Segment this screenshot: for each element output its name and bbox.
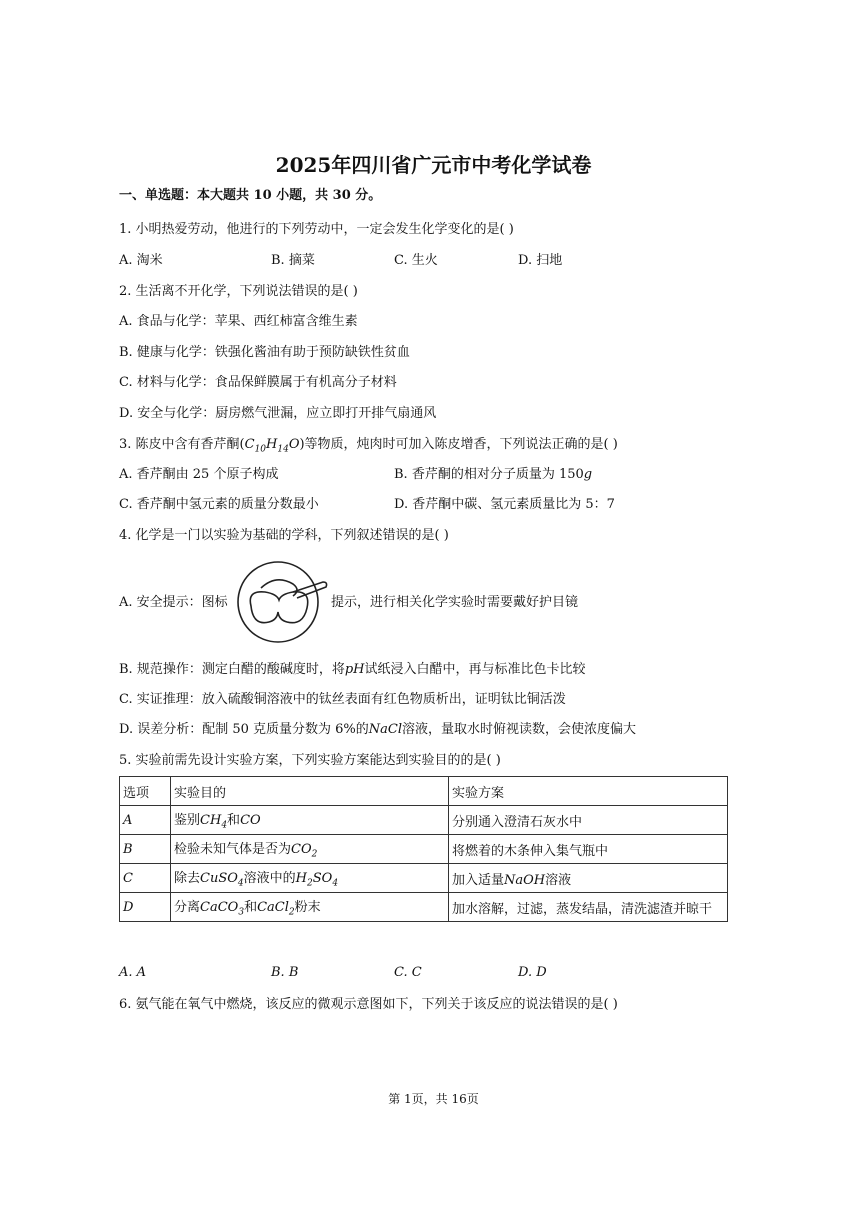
row-plan: 将燃着的木条伸入集气瓶中 bbox=[449, 835, 728, 864]
row-goal: 分离CaCO$_3$和CaCl$_2$粉末 bbox=[171, 893, 449, 922]
question-3-stem bbox=[119, 437, 618, 458]
question-4-option-a-pre: A. 安全提示：图标 bbox=[119, 595, 228, 610]
row-plan: 加水溶解，过滤，蒸发结晶，清洗滤渣并晾干 bbox=[449, 893, 728, 922]
row-goal: 鉴别$CH_4$和CO bbox=[171, 806, 449, 835]
header-option: 选项 bbox=[120, 777, 171, 806]
question-5-option-d: D. D bbox=[518, 965, 547, 980]
row-plan: 加入适量NaOH溶液 bbox=[449, 864, 728, 893]
question-5-option-b: B. B bbox=[271, 965, 299, 980]
question-2-option-b: B. 健康与化学：铁强化酱油有助于预防缺铁性贫血 bbox=[119, 345, 410, 360]
question-2-stem: 2. 生活离不开化学，下列说法错误的是( ) bbox=[119, 284, 358, 299]
question-3-option-a: A. 香芹酮由 25 个原子构成 bbox=[119, 467, 279, 482]
question-3-option-b: B. 香芹酮的相对分子质量为 150g bbox=[394, 467, 593, 482]
question-3-stem-pre: 3. 陈皮中含有香芹酮( bbox=[119, 437, 245, 452]
question-3-stem-post: )等物质，炖肉时可加入陈皮增香，下列说法正确的是( ) bbox=[299, 437, 618, 452]
page-footer: 第 1页，共 16页 bbox=[388, 1092, 479, 1106]
question-2-option-d: D. 安全与化学：厨房燃气泄漏，应立即打开排气扇通风 bbox=[119, 406, 437, 421]
section-heading: 一、单选题：本大题共 10 小题，共 30 分。 bbox=[119, 188, 382, 203]
question-5-option-a: A. A bbox=[119, 965, 147, 980]
question-2-option-a: A. 食品与化学：苹果、西红柿富含维生素 bbox=[119, 314, 358, 329]
row-plan: 分别通入澄清石灰水中 bbox=[449, 806, 728, 835]
page-title: 2025年四川省广元市中考化学试卷 bbox=[275, 153, 592, 177]
table-row bbox=[120, 864, 728, 893]
header-plan: 实验方案 bbox=[449, 777, 728, 806]
question-4-option-c: C. 实证推理：放入硫酸铜溶液中的钛丝表面有红色物质析出，证明钛比铜活泼 bbox=[119, 692, 566, 707]
table-header-row bbox=[120, 777, 728, 806]
question-5-stem: 5. 实验前需先设计实验方案，下列实验方案能达到实验目的的是( ) bbox=[119, 753, 501, 768]
row-goal: 除去CuSO$_4$溶液中的$H_2SO_4$ bbox=[171, 864, 449, 893]
row-option: B bbox=[120, 835, 171, 864]
question-1-option-a: A. 淘米 bbox=[119, 253, 163, 268]
row-option: A bbox=[120, 806, 171, 835]
question-4-stem: 4. 化学是一门以实验为基础的学科，下列叙述错误的是( ) bbox=[119, 528, 449, 543]
question-1-option-d: D. 扫地 bbox=[518, 253, 563, 268]
question-1-option-c: C. 生火 bbox=[394, 253, 438, 268]
formula-c10h14o: $C_{10}H_{14}O$ bbox=[244, 437, 300, 455]
question-1-option-b: B. 摘菜 bbox=[271, 253, 315, 268]
question-6-stem: 6. 氨气能在氧气中燃烧，该反应的微观示意图如下，下列关于该反应的说法错误的是( ) bbox=[119, 997, 618, 1012]
table-row bbox=[120, 893, 728, 922]
row-option: D bbox=[120, 893, 171, 922]
question-4-option-d: D. 误差分析：配制 50 克质量分数为 6%的NaCl溶液，量取水时俯视读数，会使浓度偏大 bbox=[119, 722, 637, 737]
question-3-option-d: D. 香芹酮中碳、氢元素质量比为 5：7 bbox=[394, 497, 615, 512]
experiment-table bbox=[119, 776, 728, 922]
goggles-safety-icon bbox=[231, 560, 329, 644]
question-5-option-c: C. C bbox=[394, 965, 422, 980]
question-4-option-a-post: 提示，进行相关化学实验时需要戴好护目镜 bbox=[331, 595, 579, 610]
question-2-option-c: C. 材料与化学：食品保鲜膜属于有机高分子材料 bbox=[119, 375, 397, 390]
table-row bbox=[120, 806, 728, 835]
table-row bbox=[120, 835, 728, 864]
header-goal: 实验目的 bbox=[171, 777, 449, 806]
question-4-option-b: B. 规范操作：测定白醋的酸碱度时，将pH试纸浸入白醋中，再与标准比色卡比较 bbox=[119, 662, 586, 677]
row-option: C bbox=[120, 864, 171, 893]
question-3-option-c: C. 香芹酮中氢元素的质量分数最小 bbox=[119, 497, 319, 512]
question-1-stem: 1. 小明热爱劳动，他进行的下列劳动中，一定会发生化学变化的是( ) bbox=[119, 222, 514, 237]
row-goal: 检验未知气体是否为$CO_2$ bbox=[171, 835, 449, 864]
